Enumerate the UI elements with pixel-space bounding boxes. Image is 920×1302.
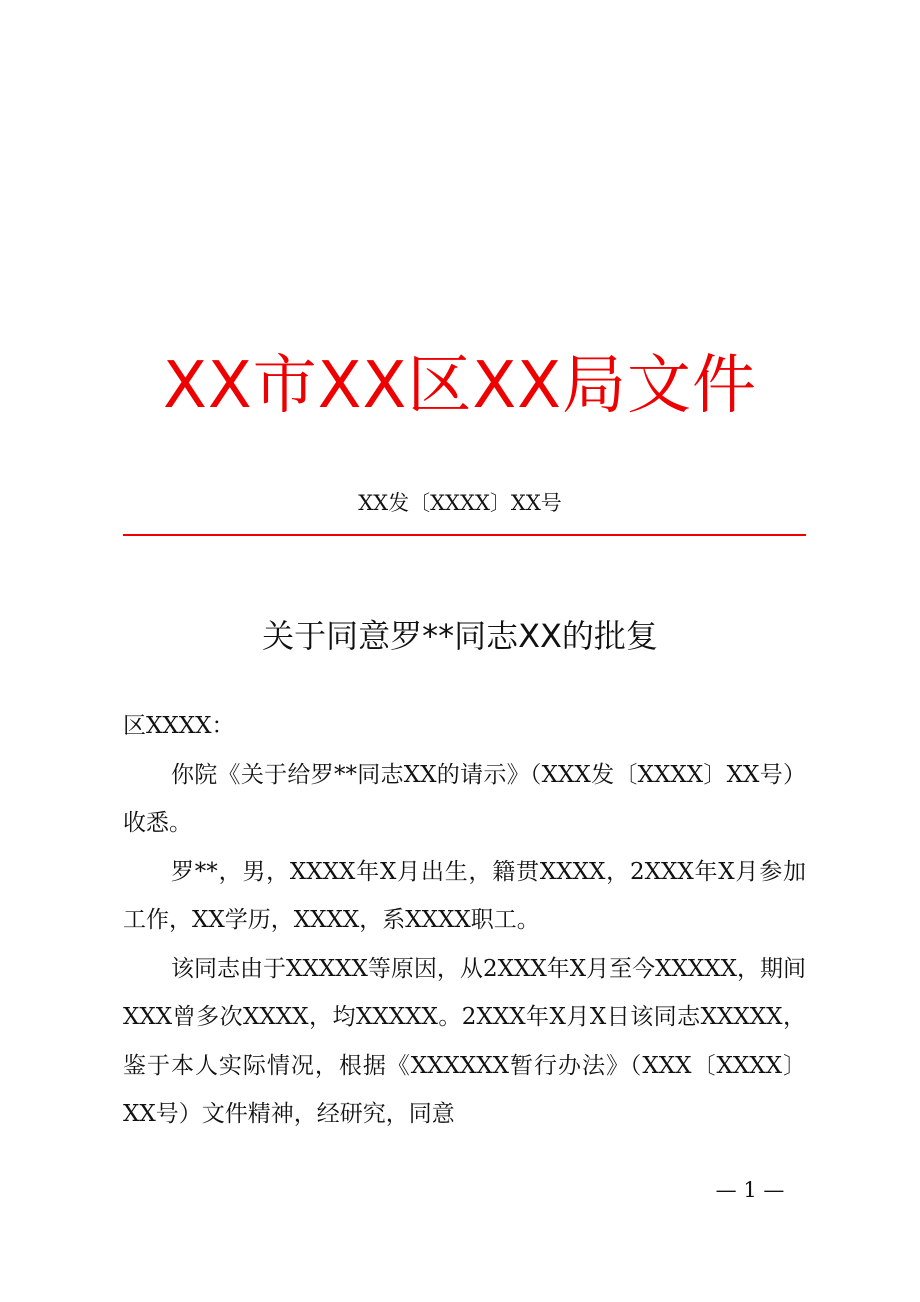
body-paragraph: 罗**，男，XXXX年X月出生，籍贯XXXX，2XXX年X月参加工作，XX学历，XXXX，系XXXX职工。 — [123, 858, 806, 933]
addressee: 区XXXX： — [123, 713, 235, 739]
body-paragraph: 你院《关于给罗**同志XX的请示》（XXX发〔XXXX〕XX号）收悉。 — [123, 761, 806, 836]
document-subject-title: 关于同意罗**同志XX的批复 — [262, 617, 658, 655]
red-separator-line — [123, 534, 806, 536]
page-number: — 1 — — [715, 1178, 785, 1202]
issuing-authority-title: XX市XX区XX局文件 — [162, 349, 758, 423]
body-paragraph: 该同志由于XXXXX等原因，从2XXX年X月至今XXXXX，期间XXX曾多次XXXX，均XXXXX。2XXX年X月X日该同志XXXXX，鉴于本人实际情况，根据《XXXXXX暂行办法》（XXX〔XXXX〕XX号）文件精神，经研究，同意 — [123, 955, 806, 1127]
document-number: XX发〔XXXX〕XX号 — [358, 491, 562, 515]
document-body — [123, 702, 806, 1139]
